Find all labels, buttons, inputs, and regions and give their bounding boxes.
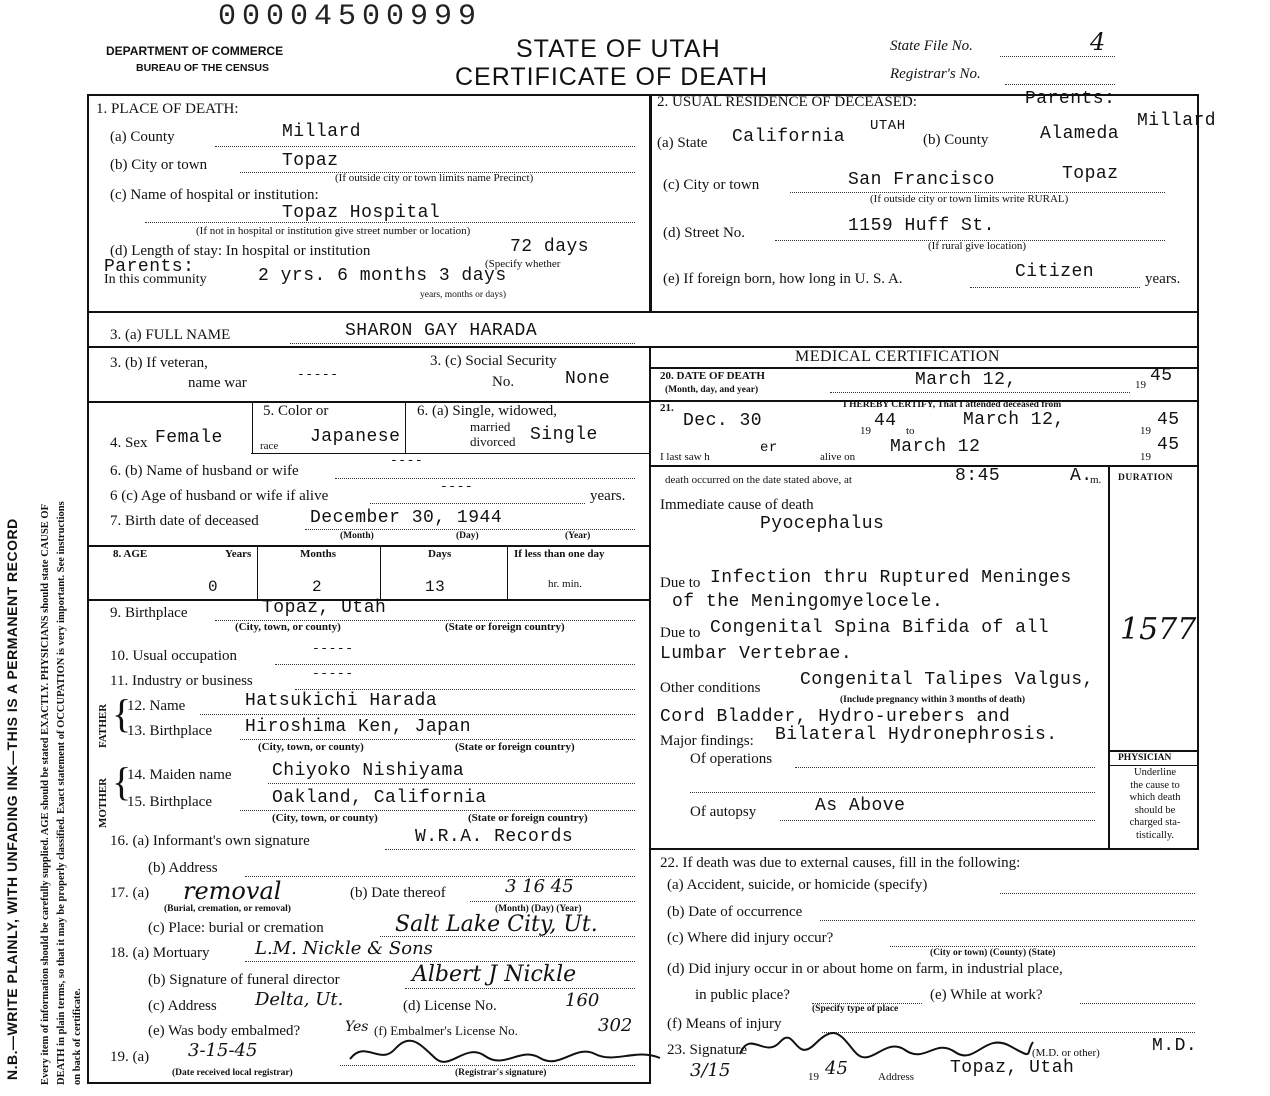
place-stay: 72 days <box>510 237 590 257</box>
immediate-cause: Pyocephalus <box>760 514 885 534</box>
social-security-no: No. <box>492 374 515 390</box>
state-title: STATE OF UTAH <box>516 35 721 63</box>
place-parents-note: Parents: <box>104 257 195 277</box>
father-state-note: (State or foreign country) <box>455 741 575 753</box>
birthplace-label: 9. Birthplace <box>110 605 188 621</box>
residence-city-added: Topaz <box>1062 164 1119 184</box>
registrar-date-note: (Date received local registrar) <box>172 1068 293 1078</box>
other-conditions-cont: Cord Bladder, Hydro-urebers and <box>660 707 1011 727</box>
birthplace-state-note: (State or foreign country) <box>445 621 565 633</box>
residence-city: San Francisco <box>848 170 995 190</box>
age-less-label: If less than one day <box>514 548 605 560</box>
death-date-year: 45 <box>1150 366 1173 386</box>
birth-day-note: (Day) <box>456 531 479 541</box>
place-city-label: (b) City or town <box>110 157 208 173</box>
margin-instructions-3: on back of certificate. <box>72 988 83 1085</box>
age-days-label: Days <box>428 548 452 560</box>
death-date-note: (Month, day, and year) <box>665 385 759 395</box>
physician-note-line: Underline <box>1134 767 1176 778</box>
attended-to-year: 45 <box>1157 410 1180 430</box>
residence-parents-note: Parents: <box>1025 89 1116 109</box>
funeral-director-label: (b) Signature of funeral director <box>148 972 340 988</box>
spouse-age-label: 6 (c) Age of husband or wife if alive <box>110 488 329 504</box>
place-hospital-note: (If not in hospital or institution give street number or location) <box>196 225 471 237</box>
due-to-2-cont: Lumbar Vertebrae. <box>660 644 853 664</box>
place-specify: (Specify whether <box>485 258 561 270</box>
physician-note-line: the cause to <box>1130 779 1180 791</box>
major-findings-label: Major findings: <box>660 733 754 749</box>
physician-signature-md: M.D. <box>1152 1036 1198 1056</box>
physician-note-line: tistically. <box>1135 829 1175 841</box>
residence-years: years. <box>1145 271 1181 287</box>
residence-state-added: UTAH <box>870 118 906 134</box>
sex-label: 4. Sex <box>110 435 148 451</box>
father-name-label: 12. Name <box>127 698 186 714</box>
place-city-note: (If outside city or town limits name Precinct) <box>335 172 534 184</box>
external-c: (c) Where did injury occur? <box>667 930 834 946</box>
physician-note <box>1114 767 1196 842</box>
other-conditions: Congenital Talipes Valgus, <box>800 670 1094 690</box>
due-to-2: Congenital Spina Bifida of all <box>710 618 1050 638</box>
birthplace-city-note: (City, town, or county) <box>235 621 341 633</box>
external-a: (a) Accident, suicide, or homicide (specify) <box>667 877 928 893</box>
registrar-signature-note: (Registrar's signature) <box>455 1068 547 1078</box>
spouse-age: ---- <box>440 479 474 494</box>
physician-note-line: charged sta- <box>1129 817 1181 828</box>
attended-from-year: 44 <box>874 411 897 431</box>
embalmed-label: (e) Was body embalmed? <box>148 1023 301 1039</box>
place-county: Millard <box>282 122 362 142</box>
last-saw-sex: er <box>760 440 778 456</box>
residence-city-label: (c) City or town <box>663 177 760 193</box>
state-file-value: 4 <box>1090 28 1106 56</box>
occupation: ----- <box>312 641 354 656</box>
serial-number: 00004500999 <box>218 0 483 34</box>
marital-label: 6. (a) Single, widowed, <box>417 403 557 419</box>
marital-label-married: married <box>470 419 511 434</box>
external-d: (d) Did injury occur in or about home on farm, in industrial place, <box>667 961 1063 977</box>
license-label: (d) License No. <box>403 998 497 1014</box>
operations-label: Of operations <box>690 751 773 767</box>
father-brace: { <box>112 691 132 736</box>
mortuary-label: 18. (a) Mortuary <box>110 945 210 961</box>
due-to-2-label: Due to <box>660 625 701 641</box>
color-label: 5. Color or <box>263 403 329 419</box>
state-file-label: State File No. <box>890 38 973 54</box>
mother-city-note: (City, town, or county) <box>272 812 378 824</box>
department: DEPARTMENT OF COMMERCE <box>106 44 284 58</box>
external-f: (f) Means of injury <box>667 1016 782 1032</box>
alive-on-label: alive on <box>820 451 856 463</box>
place-stay-label: (d) Length of stay: In hospital or institution <box>110 243 371 259</box>
mother-birthplace: Oakland, California <box>272 788 487 808</box>
signature-date: 3/15 <box>690 1060 731 1081</box>
age-months-label: Months <box>300 548 337 560</box>
age-days: 13 <box>425 578 446 596</box>
father-name: Hatsukichi Harada <box>245 691 438 711</box>
burial-type-note: (Burial, cremation, or removal) <box>164 904 291 914</box>
residence-state-label: (a) State <box>657 135 708 151</box>
due-to-1-label: Due to <box>660 575 701 591</box>
last-saw-label: I last saw h <box>660 451 710 463</box>
color-label-race: race <box>260 440 279 452</box>
residence-county-label: (b) County <box>923 132 989 148</box>
birth-date-label: 7. Birth date of deceased <box>110 513 259 529</box>
external-d-2: in public place? <box>695 987 790 1003</box>
margin-instructions-2: DEATH in plain terms, so that it may be properly classified. Exact statement of OCCUPATION is very important. See instructions <box>56 501 67 1085</box>
attended-from-year-prefix: 19 <box>860 425 871 437</box>
burial-type: removal <box>183 877 282 905</box>
industry-label: 11. Industry or business <box>110 673 253 689</box>
embalmed: Yes <box>345 1019 369 1035</box>
father-city-note: (City, town, or county) <box>258 741 364 753</box>
place-community-label: In this community <box>104 272 207 287</box>
registrar-number-label: Registrar's No. <box>890 66 981 82</box>
social-security-label: 3. (c) Social Security <box>430 353 557 369</box>
burial-place: Salt Lake City, Ut. <box>395 912 598 937</box>
place-heading: 1. PLACE OF DEATH: <box>96 101 239 117</box>
certify-number: 21. <box>660 402 674 414</box>
age-years-label: Years <box>225 548 252 560</box>
residence-heading: 2. USUAL RESIDENCE OF DECEASED: <box>657 94 917 110</box>
spouse-label: 6. (b) Name of husband or wife <box>110 463 299 479</box>
due-to-1-cont: of the Meningomyelocele. <box>672 592 944 612</box>
signature-year-prefix: 19 <box>808 1071 819 1083</box>
medical-heading: MEDICAL CERTIFICATION <box>795 348 1000 365</box>
veteran-label-war: name war <box>188 375 247 391</box>
margin-warning: N.B.—WRITE PLAINLY, WITH UNFADING INK—THIS IS A PERMANENT RECORD <box>4 518 20 1080</box>
mortuary: L.M. Nickle & Sons <box>255 938 433 959</box>
spouse-age-years: years. <box>590 488 626 504</box>
immediate-cause-label: Immediate cause of death <box>660 497 814 513</box>
external-e: (e) While at work? <box>930 987 1043 1003</box>
mother-name: Chiyoko Nishiyama <box>272 761 465 781</box>
external-b: (b) Date of occurrence <box>667 904 803 920</box>
other-conditions-label: Other conditions <box>660 680 761 696</box>
death-date: March 12, <box>915 370 1017 390</box>
father-birthplace-label: 13. Birthplace <box>127 723 212 739</box>
major-findings: Bilateral Hydronephrosis. <box>775 725 1058 745</box>
birth-date: December 30, 1944 <box>310 508 503 528</box>
color: Japanese <box>310 427 401 447</box>
attended-to: March 12, <box>963 410 1065 430</box>
certificate-title: CERTIFICATE OF DEATH <box>455 63 769 91</box>
veteran-value: ----- <box>297 367 339 382</box>
age-hr-min: hr. min. <box>548 578 582 590</box>
death-date-label: 20. DATE OF DEATH <box>660 370 765 382</box>
external-heading: 22. If death was due to external causes, fill in the following: <box>660 855 1021 871</box>
birth-month-note: (Month) <box>340 531 374 541</box>
informant-label: 16. (a) Informant's own signature <box>110 833 310 849</box>
attended-to-label: to <box>906 425 915 437</box>
mother-brace: { <box>112 759 132 804</box>
other-conditions-note: (Include pregnancy within 3 months of death) <box>840 695 1026 705</box>
age-months: 2 <box>312 578 323 596</box>
residence-state: California <box>732 127 846 147</box>
residence-foreign: Citizen <box>1015 262 1095 282</box>
marital-status: Single <box>530 425 598 445</box>
attended-to-year-prefix: 19 <box>1140 425 1151 437</box>
mother-name-label: 14. Maiden name <box>127 767 232 783</box>
license: 160 <box>565 990 600 1011</box>
residence-city-note: (If outside city or town limits write RURAL) <box>870 193 1069 205</box>
birth-year-note: (Year) <box>565 531 591 541</box>
physician-signature-label: 23. Signature <box>667 1042 747 1058</box>
full-name: SHARON GAY HARADA <box>345 321 538 341</box>
last-saw-year: 45 <box>1157 435 1180 455</box>
embalmer: 302 <box>598 1015 633 1036</box>
father-side-label: FATHER <box>97 703 109 748</box>
occupation-label: 10. Usual occupation <box>110 648 238 664</box>
occurred-label: death occurred on the date stated above, at <box>665 474 852 486</box>
autopsy-label: Of autopsy <box>690 804 757 820</box>
residence-foreign-label: (e) If foreign born, how long in U. S. A. <box>663 271 903 287</box>
residence-street: 1159 Huff St. <box>848 216 995 236</box>
physician-note-line: which death <box>1129 792 1181 803</box>
mother-side-label: MOTHER <box>97 777 109 828</box>
veteran-label: 3. (b) If veteran, <box>110 355 208 371</box>
last-saw-date: March 12 <box>890 437 981 457</box>
residence-county: Alameda <box>1040 124 1120 144</box>
spouse: ---- <box>390 453 424 468</box>
funeral-director: Albert J Nickle <box>412 962 577 987</box>
place-community: 2 yrs. 6 months 3 days <box>258 266 507 286</box>
residence-street-label: (d) Street No. <box>663 225 746 241</box>
birthplace: Topaz, Utah <box>262 598 387 618</box>
place-specify-units: years, months or days) <box>420 290 507 300</box>
age-years: 0 <box>208 578 219 596</box>
burial-date-label: (b) Date thereof <box>350 885 446 901</box>
registrar-date: 3-15-45 <box>188 1040 258 1061</box>
margin-code: 1577 <box>1120 612 1197 647</box>
place-city: Topaz <box>282 151 339 171</box>
last-saw-year-prefix: 19 <box>1140 451 1151 463</box>
age-label: 8. AGE <box>113 548 148 560</box>
mortuary-address-label: (c) Address <box>148 998 217 1014</box>
death-m: m. <box>1090 474 1102 486</box>
full-name-label: 3. (a) FULL NAME <box>110 327 231 343</box>
duration-label: DURATION <box>1118 473 1174 483</box>
death-date-year-prefix: 19 <box>1135 379 1146 391</box>
place-county-label: (a) County <box>110 129 175 145</box>
external-d-note: (Specify type of place <box>812 1004 899 1014</box>
residence-street-note: (If rural give location) <box>928 240 1027 252</box>
social-security: None <box>565 369 611 389</box>
certify-text: I HEREBY CERTIFY, That I attended deceased from <box>843 400 1062 410</box>
informant: W.R.A. Records <box>415 827 574 847</box>
mother-state-note: (State or foreign country) <box>468 812 588 824</box>
place-hospital: Topaz Hospital <box>282 203 441 223</box>
autopsy: As Above <box>815 796 906 816</box>
burial-place-label: (c) Place: burial or cremation <box>148 920 324 936</box>
residence-county-added: Millard <box>1137 111 1217 131</box>
physician-note-line: should be <box>1134 804 1176 816</box>
sex: Female <box>155 428 223 448</box>
signature-year: 45 <box>825 1058 848 1079</box>
margin-instructions-1: Every item of information should be carefully supplied. AGE should be stated EXACTLY. PHYSICIANS should state CAUSE OF <box>40 504 51 1085</box>
burial-date: 3 16 45 <box>505 876 574 897</box>
informant-address-label: (b) Address <box>148 860 218 876</box>
signature-address: Topaz, Utah <box>950 1058 1075 1078</box>
mother-birthplace-label: 15. Birthplace <box>127 794 212 810</box>
industry: ----- <box>312 666 354 681</box>
physician-label: PHYSICIAN <box>1118 753 1172 763</box>
external-c-note: (City or town) (County) (State) <box>930 948 1056 958</box>
marital-label-divorced: divorced <box>470 434 516 449</box>
due-to-1: Infection thru Ruptured Meninges <box>710 568 1072 588</box>
signature-address-label: Address <box>878 1071 915 1083</box>
attended-from: Dec. 30 <box>683 411 763 431</box>
embalmer-label: (f) Embalmer's License No. <box>374 1023 518 1038</box>
physician-signature-md-note: (M.D. or other) <box>1032 1047 1100 1059</box>
death-time: 8:45 <box>955 466 1001 486</box>
burial-label: 17. (a) <box>110 885 150 901</box>
place-hospital-label: (c) Name of hospital or institution: <box>110 187 319 203</box>
burial-date-note: (Month) (Day) (Year) <box>495 904 582 914</box>
bureau: BUREAU OF THE CENSUS <box>136 62 270 74</box>
father-birthplace: Hiroshima Ken, Japan <box>245 717 472 737</box>
death-ampm: A. <box>1070 466 1093 486</box>
mortuary-address: Delta, Ut. <box>255 989 344 1010</box>
registrar-label: 19. (a) <box>110 1049 150 1065</box>
